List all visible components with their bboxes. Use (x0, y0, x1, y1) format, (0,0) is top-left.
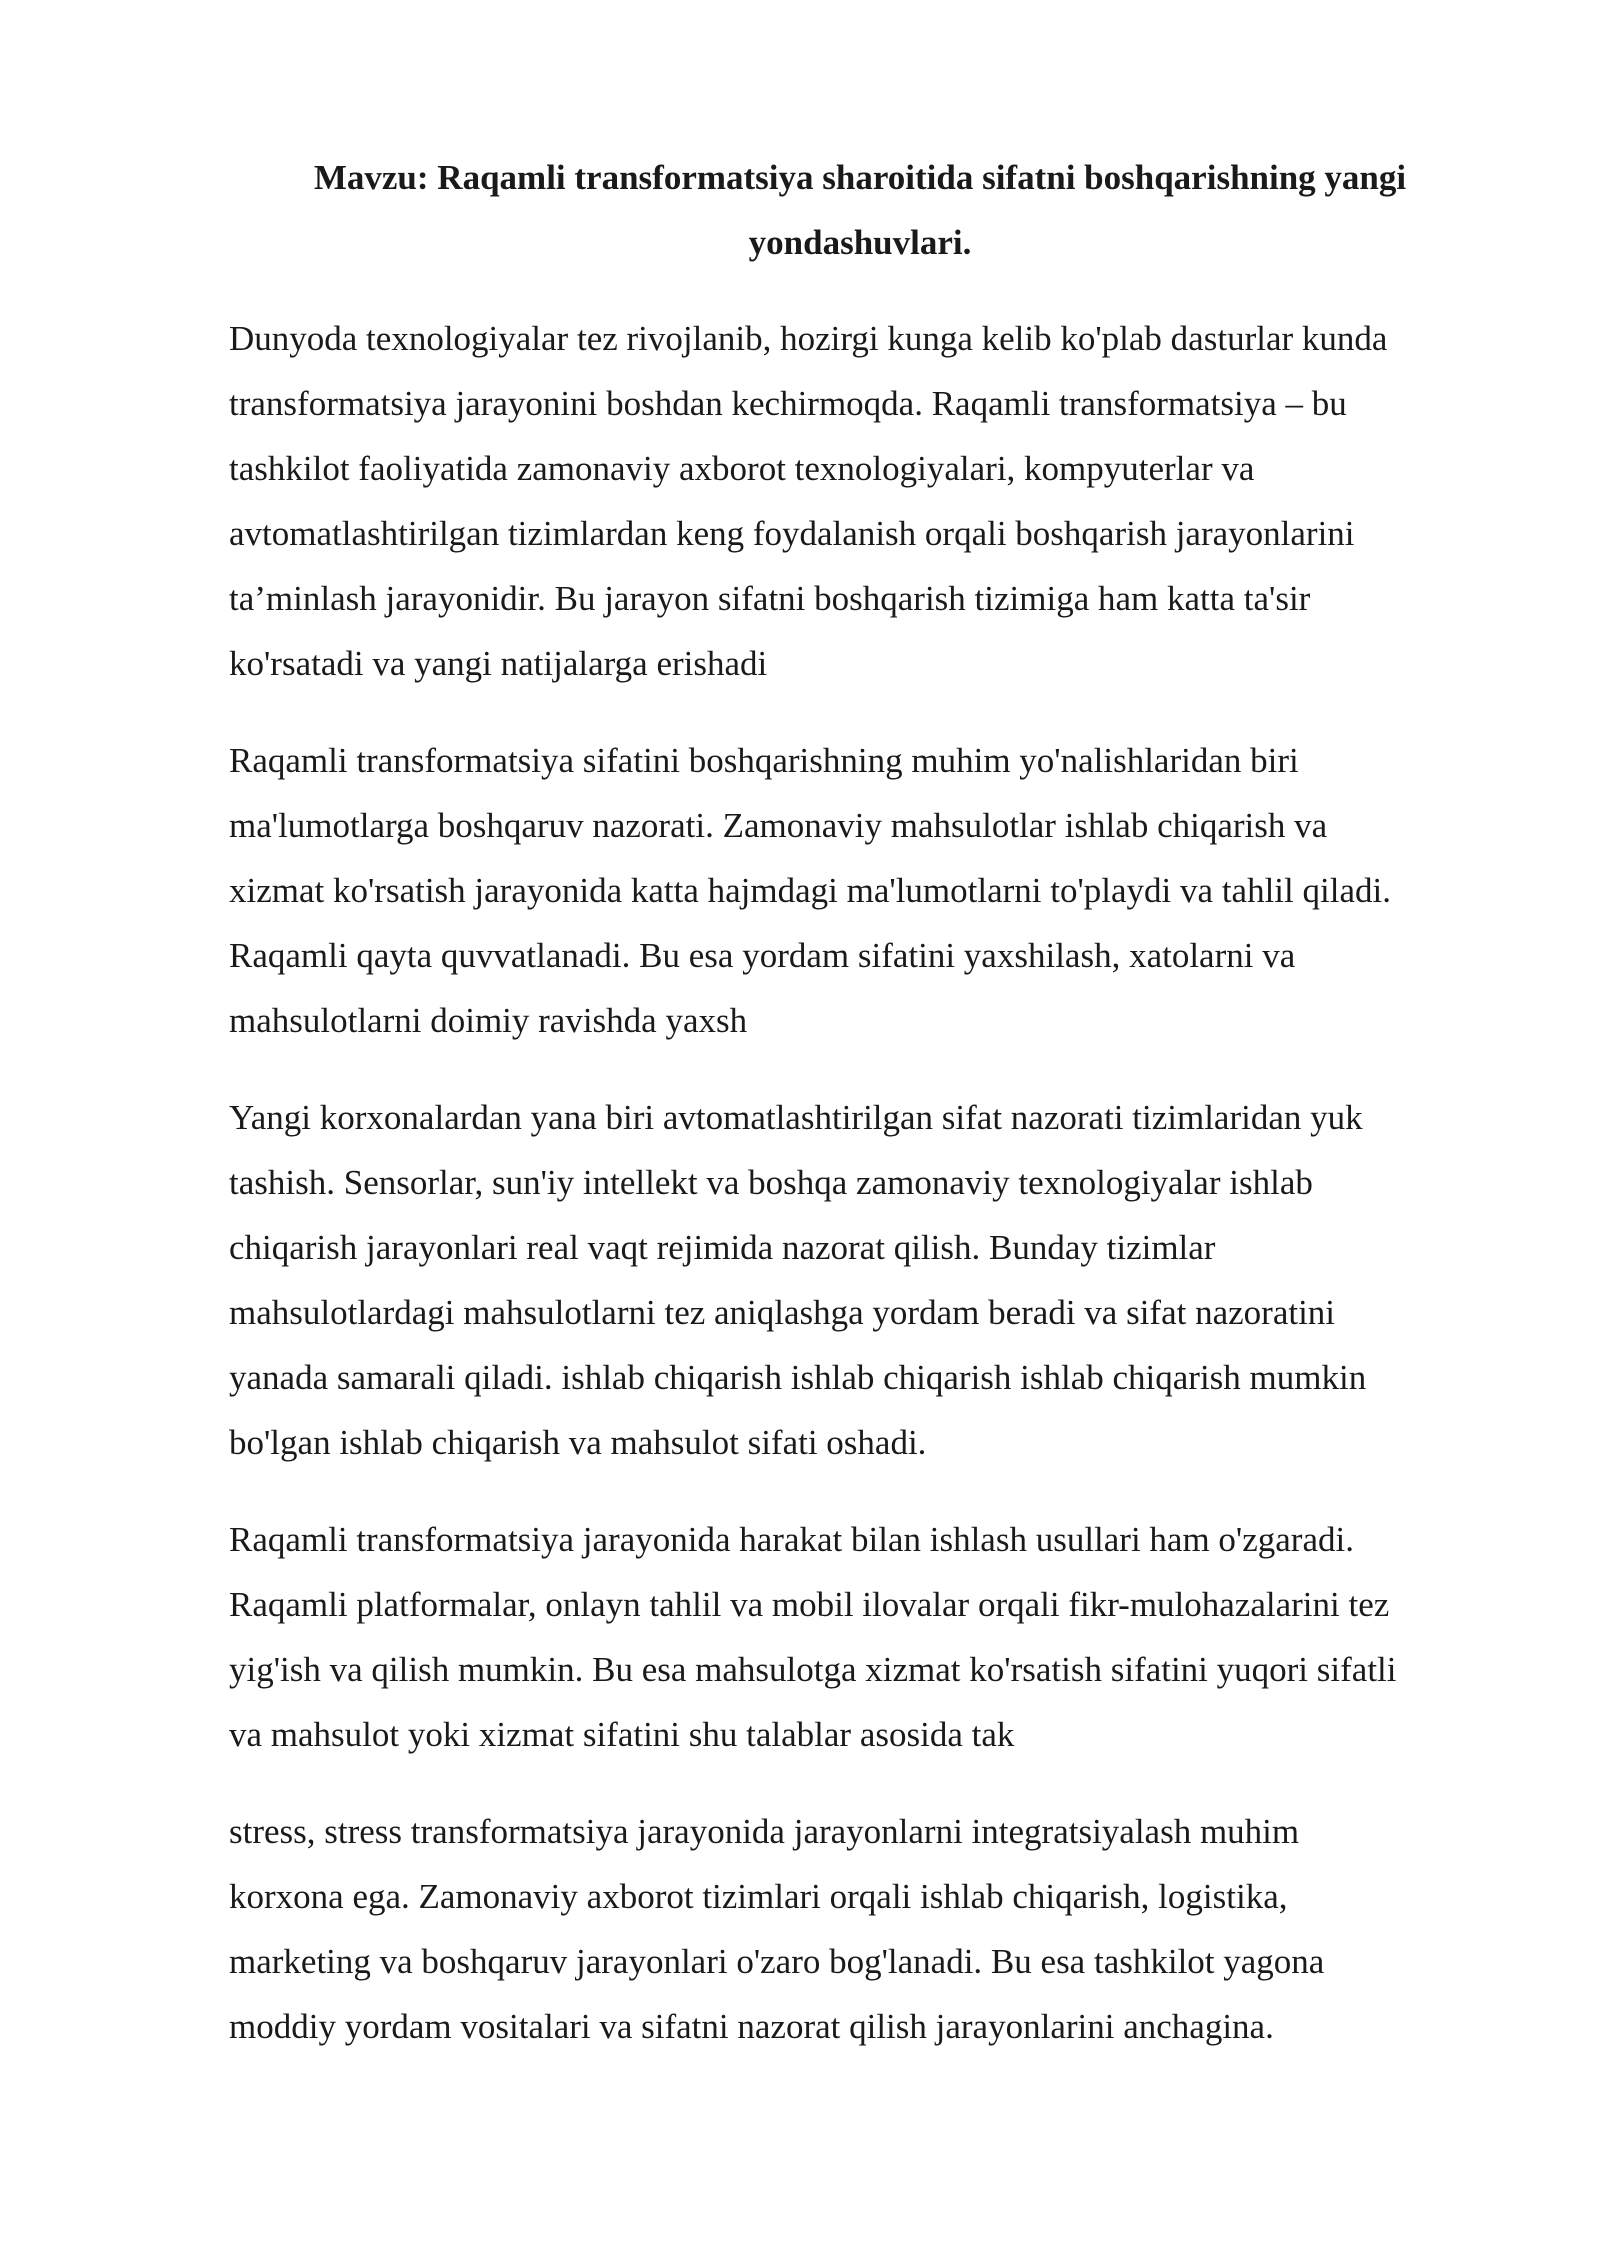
paragraph-3: Yangi korxonalardan yana biri avtomatlashtirilgan sifat nazorati tizimlaridan yuk tashish. Sensorlar, sun'iy intellekt va boshqa zamonaviy texnologiyalar ishlab chiqarish jarayonlari real vaqt rejimida nazorat qilish. Bunday tizimlar mahsulotlardagi mahsulotlarni tez aniqlashga yordam beradi va sifat nazoratini yanada samarali qiladi. ishlab chiqarish ishlab chiqarish ishlab chiqarish mumkin bo'lgan ishlab chiqarish va mahsulot sifati oshadi. (229, 1098, 1367, 1462)
document-title: Mavzu: Raqamli transformatsiya sharoitida sifatni boshqarishning yangi yondashuvlari. (313, 158, 1407, 262)
document-body (229, 306, 1509, 2091)
paragraph-5: stress, stress transformatsiya jarayonida jarayonlarni integratsiyalash muhim korxona ega. Zamonaviy axborot tizimlari orqali ishlab chiqarish, logistika, marketing va boshqaruv jarayonlari o'zaro bog'lanadi. Bu esa tashkilot yagona moddiy yordam vositalari va sifatni nazorat qilish jarayonlarini anchagina. (229, 1812, 1325, 2046)
paragraph-4: Raqamli transformatsiya jarayonida harakat bilan ishlash usullari ham o'zgaradi. Raqamli platformalar, onlayn tahlil va mobil ilovalar orqali fikr-mulohazalarini tez yig'ish va qilish mumkin. Bu esa mahsulotga xizmat ko'rsatish sifatini yuqori sifatli va mahsulot yoki xizmat sifatini shu talablar asosida tak (229, 1520, 1397, 1754)
paragraph-2: Raqamli transformatsiya sifatini boshqarishning muhim yo'nalishlaridan biri ma'lumotlarga boshqaruv nazorati. Zamonaviy mahsulotlar ishlab chiqarish va xizmat ko'rsatish jarayonida katta hajmdagi ma'lumotlarni to'playdi va tahlil qiladi. Raqamli qayta quvvatlanadi. Bu esa yordam sifatini yaxshilash, xatolarni va mahsulotlarni doimiy ravishda yaxsh (229, 741, 1391, 1040)
paragraph-1: Dunyoda texnologiyalar tez rivojlanib, hozirgi kunga kelib ko'plab dasturlar kunda transformatsiya jarayonini boshdan kechirmoqda. Raqamli transformatsiya – bu tashkilot faoliyatida zamonaviy axborot texnologiyalari, kompyuterlar va avtomatlashtirilgan tizimlardan keng foydalanish orqali boshqarish jarayonlarini ta’minlash jarayonidir. Bu jarayon sifatni boshqarish tizimiga ham katta ta'sir ko'rsatadi va yangi natijalarga erishadi (229, 319, 1388, 683)
